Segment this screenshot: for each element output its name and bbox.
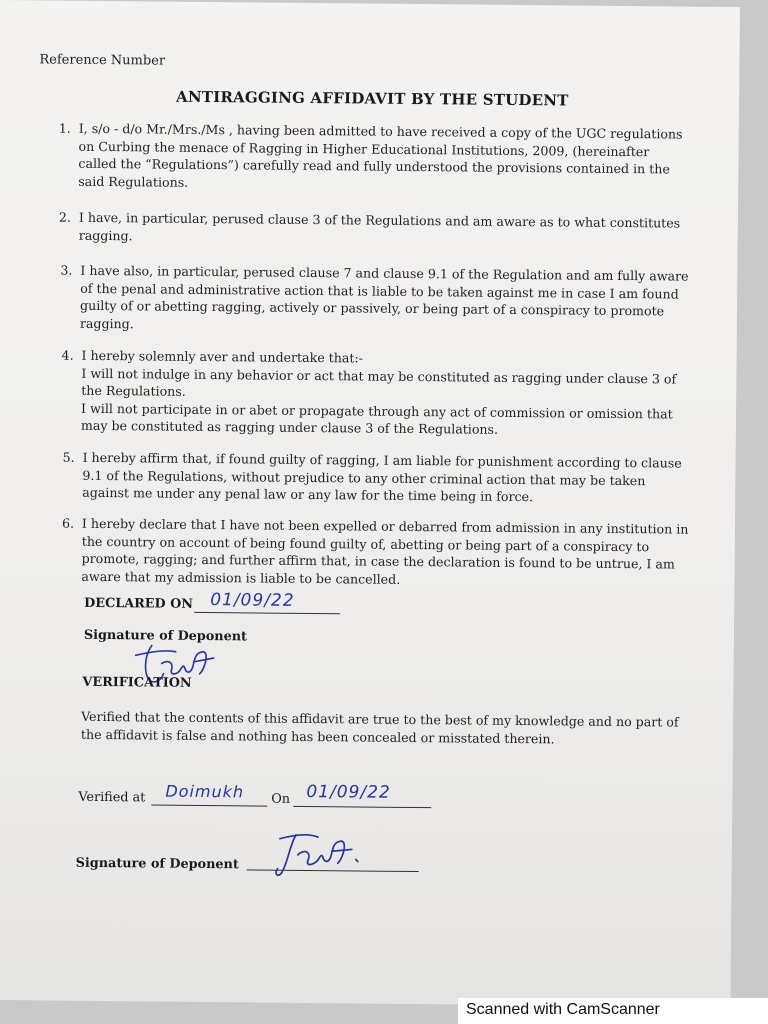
clause-line: on Curbing the menace of Ragging in Higher Educational Institutions, 2009, (hereinafter: [78, 138, 650, 159]
clause-number: 3.: [60, 262, 73, 278]
clause-line: I hereby affirm that, if found guilty of ragging, I am liable for punishment according to clause: [82, 449, 682, 471]
clause-6: [61, 515, 689, 591]
clause-line: the country on account of being found guilty of, abetting or being part of a conspiracy to: [81, 533, 650, 554]
declared-on-line: [194, 612, 340, 614]
signature-of-deponent-label: Signature of Deponent: [75, 855, 239, 873]
clause-line: 9.1 of the Regulations, without prejudice to any other criminal action that may be taken: [82, 467, 646, 488]
signature-of-deponent-label: Signature of Deponent: [83, 627, 248, 645]
scanner-watermark-text: Scanned with CamScanner: [466, 1001, 660, 1018]
clause-line: said Regulations.: [78, 173, 189, 190]
clause-number: 1.: [58, 120, 71, 136]
clause-line: called the “Regulations”) carefully read and fully understood the provisions contained in the: [78, 155, 670, 177]
clause-line: ragging.: [79, 315, 134, 331]
verification-line: Verified that the contents of this affidavit are true to the best of my knowledge and no part of: [81, 708, 679, 730]
clause-3: [60, 262, 689, 338]
clause-number: 5.: [62, 449, 75, 465]
clause-number: 6.: [61, 515, 75, 531]
clause-number: 4.: [61, 347, 74, 363]
clause-1: [58, 120, 683, 196]
clause-2: [58, 209, 681, 250]
verification-heading: VERIFICATION: [82, 674, 192, 691]
clause-line: I, s/o - d/o Mr./Mrs./Ms , having been admitted to have received a copy of the UGC regulations: [78, 120, 683, 142]
clause-line: ragging.: [78, 227, 133, 243]
clause-line: may be constituted as ragging under clause 3 of the Regulations.: [80, 417, 499, 437]
verified-at-label: Verified at: [78, 789, 146, 806]
verification-line: the affidavit is false and nothing has been concealed or misstated therein.: [80, 726, 555, 746]
document-title: ANTIRAGGING AFFIDAVIT BY THE STUDENT: [175, 87, 569, 110]
handwritten-signature: [274, 829, 364, 882]
verified-on-label: On: [271, 791, 291, 807]
clause-line: I have, in particular, perused clause 3 of the Regulations and am aware as to what constitutes: [78, 209, 681, 231]
clause-number: 2.: [58, 209, 72, 225]
clause-line: promote, ragging; and further affirm that, in case the declaration is found to be untrue, I am: [81, 550, 675, 572]
declared-on-date: 01/09/22: [210, 590, 295, 611]
clause-line: I hereby declare that I have not been expelled or debarred from admission in any institution in: [81, 515, 689, 537]
clause-line: I have also, in particular, perused clause 7 and clause 9.1 of the Regulation and am fully aware: [80, 262, 689, 284]
clause-line: guilty of or abetting ragging, actively or passively, or being part of a conspiracy to promote: [80, 297, 665, 319]
clause-line: I hereby solemnly aver and undertake that:-: [81, 347, 364, 366]
verified-at-line: [151, 804, 267, 806]
clause-line: of the penal and administrative action that is liable to be taken against me in case I am found: [80, 280, 679, 302]
clause-line: I will not indulge in any behavior or act that may be constituted as ragging under clause 3 of: [81, 365, 677, 387]
clause-line: the Regulations.: [81, 382, 186, 399]
verification-text: [81, 708, 679, 749]
verified-on-date: 01/09/22: [306, 781, 391, 803]
clause-4: [61, 347, 677, 440]
clause-line: I will not participate in or abet or propagate through any act of commission or omission that: [81, 400, 673, 421]
declared-on-label: DECLARED ON: [84, 595, 194, 612]
scanner-watermark: [458, 998, 768, 1024]
clause-line: against me under any penal law or any law for the time being in force.: [82, 484, 534, 505]
clause-line: aware that my admission is liable to be cancelled.: [81, 568, 401, 587]
verified-at-place: Doimukh: [165, 781, 245, 802]
verified-on-line: [293, 806, 431, 808]
reference-number-label: Reference Number: [39, 52, 166, 69]
clause-5: [62, 449, 682, 507]
